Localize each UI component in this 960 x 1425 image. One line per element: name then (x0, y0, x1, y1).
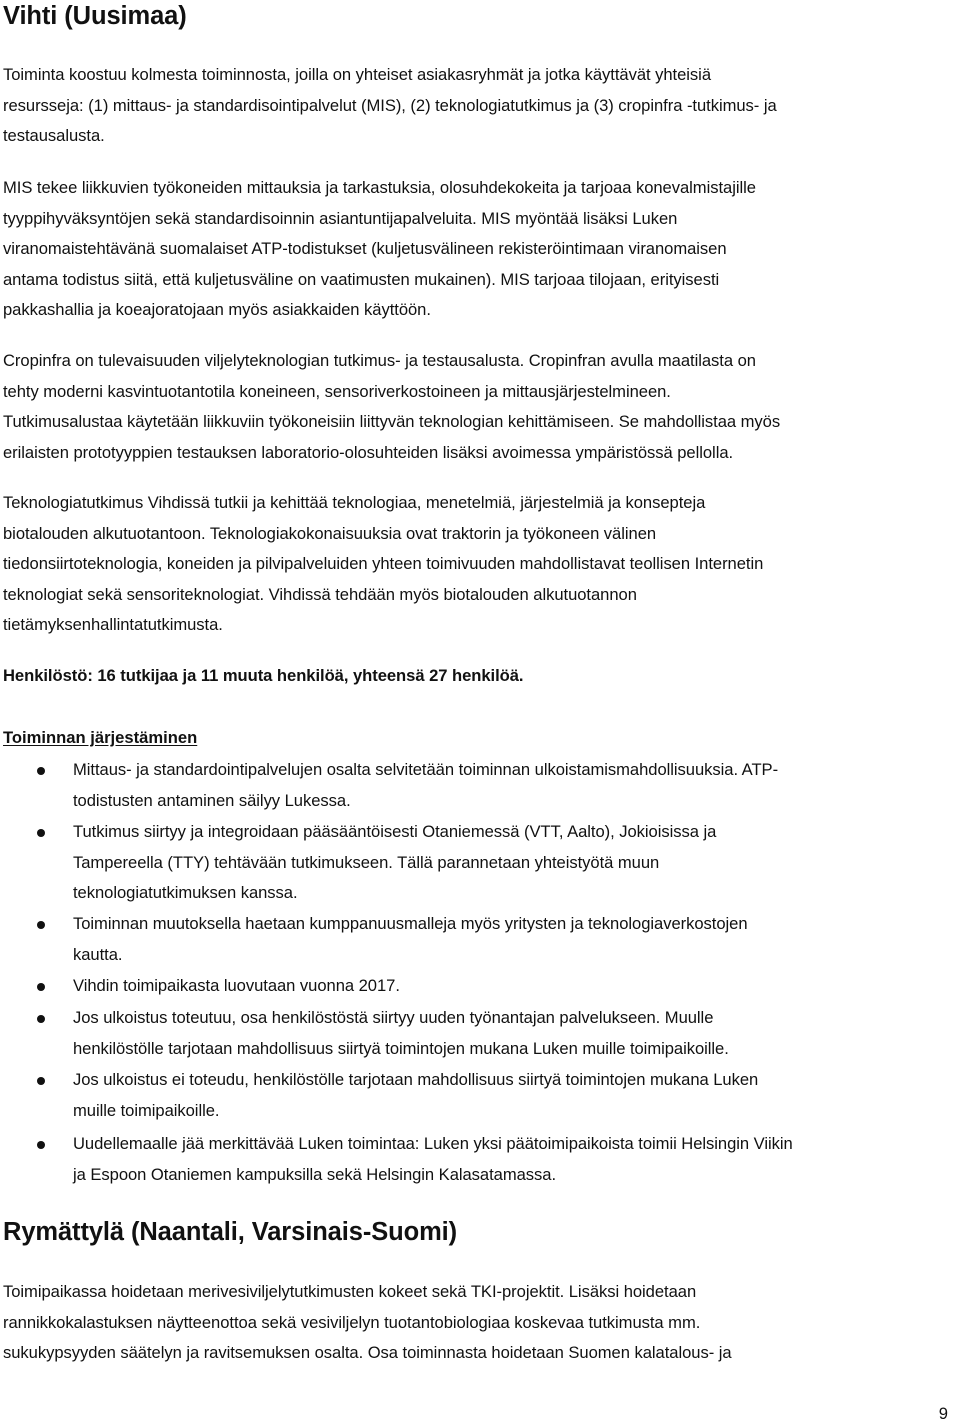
bullet-icon (37, 983, 45, 991)
text-line: Jos ulkoistus toteutuu, osa henkilöstöstä siirtyy uuden työnantajan palvelukseen. Muulle (73, 1008, 714, 1027)
text-line: sukukypsyyden säätelyn ja ravitsemuksen osalta. Osa toiminnasta hoidetaan Suomen kalatalous- ja (3, 1343, 732, 1363)
list-item-text (73, 817, 953, 909)
text-line: Mittaus- ja standardointipalvelujen osalta selvitetään toiminnan ulkoistamismahdollisuuksia. ATP- (73, 760, 779, 779)
text-line: tiedonsiirtoteknologia, koneiden ja pilvipalveluiden yhteen toimivuuden mahdollistavat teollisen Internetin (3, 554, 764, 574)
text-line: testausalusta. (3, 126, 105, 146)
paragraph-rymattyla (3, 1277, 953, 1369)
text-line: erilaisten prototyyppien testauksen laboratorio-olosuhteiden lisäksi avoimessa ympäristössä pellolla. (3, 442, 734, 462)
list-item-text (73, 971, 953, 1002)
list-item-text (73, 1003, 953, 1064)
bullet-icon (37, 1015, 45, 1023)
text-line: MIS tekee liikkuvien työkoneiden mittauksia ja tarkastuksia, olosuhdekokeita ja tarjoaa konevalmistajille (3, 178, 756, 197)
text-line: tehty moderni kasvintuotantotila koneineen, sensoriverkostoineen ja mittausjärjestelmineen. (3, 381, 671, 401)
paragraph-technology-research (3, 488, 953, 641)
paragraph-intro (3, 60, 953, 152)
text-line: rannikkokalastuksen näytteenottoa sekä vesiviljelyn tuotantobiologiaa koskevaa tutkimusta mm. (3, 1312, 701, 1332)
text-line: Toiminta koostuu kolmesta toiminnosta, joilla on yhteiset asiakasryhmät ja jotka käyttävät yhteisiä (3, 65, 711, 84)
text-line: Vihdin toimipaikasta luovutaan vuonna 2017. (73, 976, 400, 995)
text-line: Cropinfra on tulevaisuuden viljelyteknologian tutkimus- ja testausalusta. Cropinfran avulla maatilasta on (3, 351, 756, 370)
text-line: teknologiat sekä sensoriteknologiat. Vihdissä tehdään myös biotalouden alkutuotannon (3, 584, 637, 604)
text-line: biotalouden alkutuotantoon. Teknologiakokonaisuuksia ovat traktorin ja työkoneen välinen (3, 523, 657, 543)
bullet-icon (37, 921, 45, 929)
text-line: muille toimipaikoille. (73, 1100, 220, 1120)
bullet-icon (37, 767, 45, 775)
text-line: tietämyksenhallintatutkimusta. (3, 615, 223, 635)
text-line: tyyppihyväksyntöjen sekä standardisoinnin asiantuntijapalveluita. MIS myöntää lisäksi Luken (3, 208, 678, 228)
paragraph-mis (3, 173, 953, 326)
bullet-icon (37, 1141, 45, 1149)
staff-summary (3, 661, 953, 692)
text-line: Henkilöstö: 16 tutkijaa ja 11 muuta henkilöä, yhteensä 27 henkilöä. (3, 666, 524, 685)
text-line: teknologiatutkimuksen kanssa. (73, 883, 298, 903)
list-item-text (73, 1065, 953, 1126)
text-line: resursseja: (1) mittaus- ja standardisointipalvelut (MIS), (2) teknologiatutkimus ja (3) cropinfra -tutkimus- ja (3, 95, 777, 115)
text-line: Jos ulkoistus ei toteudu, henkilöstölle tarjotaan mahdollisuus siirtyä toimintojen mukana Luken (73, 1070, 759, 1089)
text-line: Toiminnan muutoksella haetaan kumppanuusmalleja myös yritysten ja teknologiaverkostojen (73, 914, 748, 933)
text-line: todistusten antaminen säilyy Lukessa. (73, 790, 351, 810)
text-line: Tutkimusalustaa käytetään liikkuviin työkoneisiin liittyvän teknologian kehittämiseen. Se mahdollistaa myös (3, 412, 781, 432)
text-line: pakkashallia ja koeajoratojaan myös asiakkaiden käyttöön. (3, 300, 431, 320)
bullet-icon (37, 1077, 45, 1085)
section-title-vihti: Vihti (Uusimaa) (3, 2, 187, 30)
text-line: ja Espoon Otaniemen kampuksilla sekä Helsingin Kalasatamassa. (73, 1164, 557, 1184)
text-line: viranomaistehtävänä suomalaiset ATP-todistukset (kuljetusvälineen rekisteröintimaan viranomaisen (3, 239, 727, 259)
section-title-rymattyla: Rymättylä (Naantali, Varsinais-Suomi) (3, 1218, 458, 1246)
organization-heading: Toiminnan järjestäminen (3, 728, 198, 747)
text-line: Uudellemaalle jää merkittävää Luken toimintaa: Luken yksi päätoimipaikoista toimii Helsingin Viikin (73, 1134, 793, 1153)
bullet-icon (37, 829, 45, 837)
text-line: henkilöstölle tarjotaan mahdollisuus siirtyä toimintojen mukana Luken muille toimipaikoille. (73, 1038, 729, 1058)
text-line: Tampereella (TTY) tehtävään tutkimukseen. Tällä parannetaan yhteistyötä muun (73, 852, 660, 872)
text-line: antama todistus siitä, että kuljetusväline on vaatimusten mukainen). MIS tarjoaa tilojaan, erityisesti (3, 269, 720, 289)
text-line: Teknologiatutkimus Vihdissä tutkii ja kehittää teknologiaa, menetelmiä, järjestelmiä ja konsepteja (3, 493, 706, 512)
paragraph-cropinfra (3, 346, 953, 468)
list-item-text (73, 909, 953, 970)
text-line: Toimipaikassa hoidetaan merivesiviljelytutkimusten kokeet sekä TKI-projektit. Lisäksi hoidetaan (3, 1282, 697, 1301)
list-item-text (73, 755, 953, 816)
text-line: kautta. (73, 944, 123, 964)
list-item-text (73, 1129, 953, 1190)
page-number: 9 (938, 1404, 948, 1423)
text-line: Tutkimus siirtyy ja integroidaan pääsääntöisesti Otaniemessä (VTT, Aalto), Jokioisissa ja (73, 822, 717, 841)
